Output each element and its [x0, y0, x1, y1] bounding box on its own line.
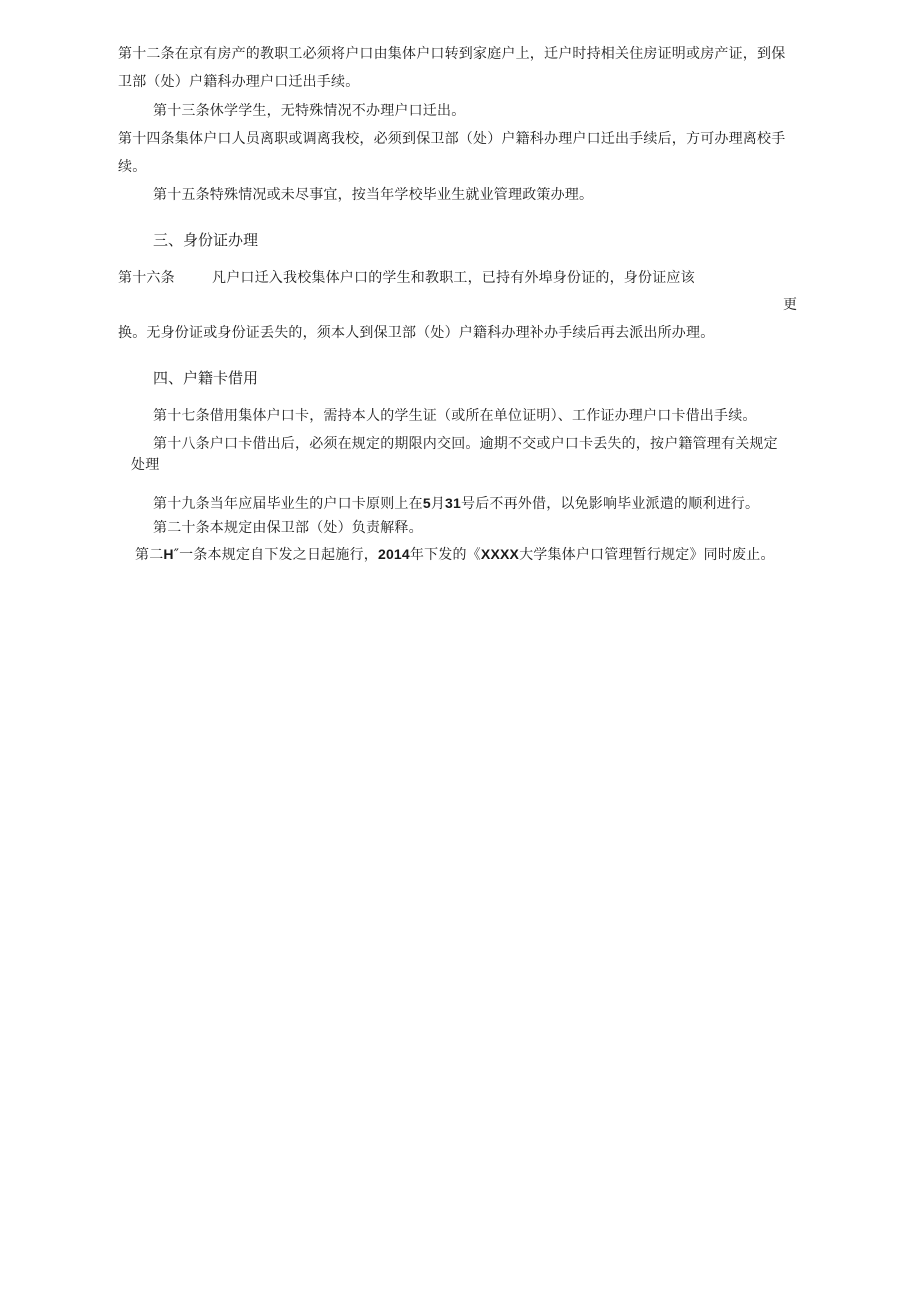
article-20: 第二十条本规定由保卫部（处）负责解释。 [153, 520, 423, 536]
article-12-line-2: 卫部（处）户籍科办理户口迁出手续。 [118, 74, 360, 90]
article-21-mid: ″一条本规定自下发之日起施行， [173, 547, 378, 563]
article-21-post: 大学集体户口管理暂行规定》同时废止。 [519, 547, 775, 563]
article-21-h: H [163, 546, 174, 562]
article-19 [153, 493, 759, 514]
article-21-pre: 第二 [135, 547, 164, 563]
article-15: 第十五条特殊情况或未尽事宜，按当年学校毕业生就业管理政策办理。 [153, 187, 594, 203]
article-18-line-1: 第十八条户口卡借出后，必须在规定的期限内交回。逾期不交或户口卡丢失的，按户籍管理有关规定 [153, 436, 778, 452]
article-14-line-2: 续。 [118, 159, 147, 175]
article-16-line-2: 换。无身份证或身份证丢失的，须本人到保卫部（处）户籍科办理补办手续后再去派出所办理。 [118, 325, 715, 341]
article-16-label: 第十六条 [118, 270, 175, 286]
article-19-yue: 月 [430, 496, 446, 512]
article-21-xxxx: XXXX [480, 546, 520, 562]
article-14-line-1: 第十四条集体户口人员离职或调离我校，必须到保卫部（处）户籍科办理户口迁出手续后，方可办理离校手 [118, 131, 786, 147]
article-12-line-1: 第十二条在京有房产的教职工必须将户口由集体户口转到家庭户上，迁户时持相关住房证明或房产证，到保 [118, 46, 786, 62]
article-18-line-2: 处理 [131, 457, 160, 473]
article-16-tail: 更 [783, 297, 798, 313]
article-13: 第十三条休学学生，无特殊情况不办理户口迁出。 [153, 103, 466, 119]
article-21-year: 2014 [377, 546, 410, 562]
article-19-post: 号后不再外借，以免影响毕业派遣的顺利进行。 [461, 496, 760, 512]
article-16-line-1: 凡户口迁入我校集体户口的学生和教职工，已持有外埠身份证的，身份证应该 [212, 270, 695, 286]
article-19-pre: 第十九条当年应届毕业生的户口卡原则上在 [153, 496, 423, 512]
article-17: 第十七条借用集体户口卡，需持本人的学生证（或所在单位证明）、工作证办理户口卡借出手续。 [153, 408, 757, 424]
section-4-heading: 四、户籍卡借用 [153, 369, 259, 387]
article-19-day: 31 [445, 495, 461, 511]
section-3-heading: 三、身份证办理 [153, 231, 259, 249]
article-19-month: 5 [422, 495, 431, 511]
article-21-mid2: 年下发的《 [409, 547, 481, 563]
article-21 [135, 544, 775, 565]
